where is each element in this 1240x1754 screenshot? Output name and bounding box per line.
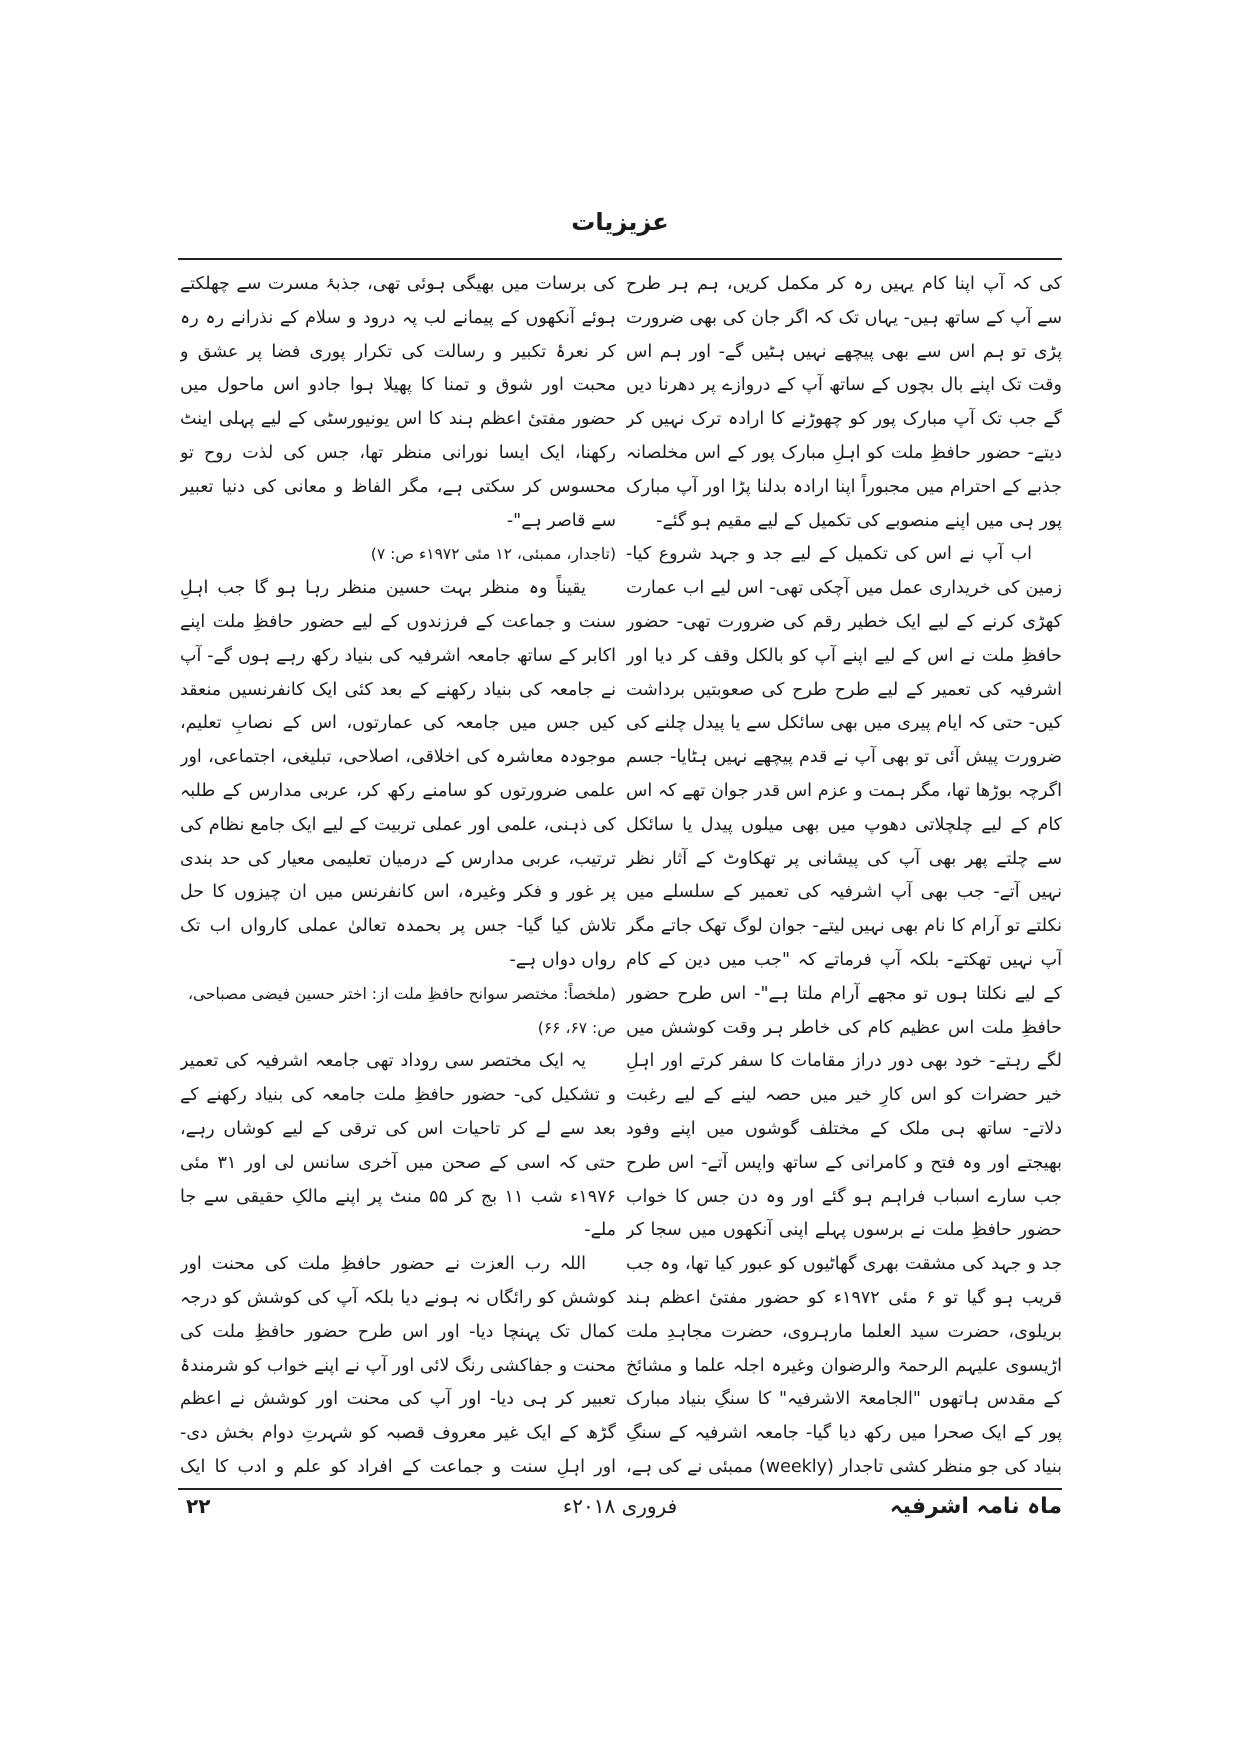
citation: (تاجدار، ممبئی، ۱۲ مئی ۱۹۷۲ء ص: ۷) [370, 545, 616, 564]
page-number: ۲۲ [186, 1494, 211, 1518]
body-paragraph: یہ ایک مختصر سی روداد تھی جامعہ اشرفیہ کی تعمیر و تشکیل کی- حضور حافظِ ملت جامعہ کی بنیاد رکھنے کے بعد سے لے کر تاحیات اس کی ترقی کے لیے کوشاں رہے، حتی کہ اسی کے صحن میں آخری سانس لی اور ۳۱ مئی ۱۹۷۶ء شب ۱۱ بج کر ۵۵ منٹ پر اپنے مالکِ حقیقی سے جا ملے- [180, 1051, 616, 1241]
section-title: عزیزیات [571, 208, 669, 236]
body-paragraph: اب آپ نے اس کی تکمیل کے لیے جد و جہد شروع کیا- زمین کی خریداری عمل میں آچکی تھی- اس لیے اب عمارت کھڑی کرنے کے لیے ایک خطیر رقم کی ضرورت تھی- حضور حافظِ ملت نے اس کے لیے اپنے آپ کو بالکل وقف کر دیا اور اشرفیہ کی تعمیر کے لیے طرح طرح کی صعوبتیں برداشت کیں- حتی کہ ایام پیری میں بھی سائکل سے یا پیدل چلنے کی ضرورت پیش آئی تو بھی آپ نے قدم پیچھے نہیں ہٹایا- جسم اگرچہ بوڑھا تھا، مگر ہمت و عزم اس قدر جوان تھے کہ اس کام کے لیے چلچلاتی دھوپ میں بھی میلوں پیدل یا سائکل سے چلتے پھر بھی آپ کی پیشانی پر تھکاوٹ کے آثار نظر نہیں آتے- جب بھی آپ اشرفیہ کی تعمیر کے سلسلے میں نکلتے تو آرام کا نام بھی نہیں لیتے- جوان لوگ تھک جاتے مگر آپ نہیں تھکتے- بلکہ آپ فرماتے کہ "جب میں دین کے کام کے لیے نکلتا ہوں تو مجھے آرام ملتا ہے"- اس طرح حضور حافظِ ملت اس عظیم کام کی خاطر ہر وقت کوشش میں لگے رہتے- خود بھی دور دراز مقامات کا سفر کرتے اور اہلِ خیر حضرات کو اس کارِ خیر میں حصہ لینے کے لیے رغبت دلاتے- ساتھ ہی ملک کے مختلف گوشوں میں اپنے وفود بھیجتے اور وہ فتح و کامرانی کے ساتھ واپس آتے- اس طرح جب سارے اسباب فراہم ہو گئے اور وہ دن جس کا خواب حضور حافظِ ملت نے برسوں پہلے اپنی آنکھوں میں سجا کر جد و جہد کی مشقت بھری گھاٹیوں کو عبور کیا تھا، وہ جب قریب ہو گیا تو ۶ مئی ۱۹۷۲ء کو حضور مفتیٔ اعظم ہند بریلوی، حضرت سید العلما مارہروی، حضرت مجاہدِ ملت اڑیسوی علیہم الرحمۃ والرضوان وغیرہ اجلہ علما و مشائخ کے مقدس ہاتھوں "الجامعۃ الاشرفیہ" کا سنگِ بنیاد مبارک پور کے ایک صحرا میں رکھ دیا گیا- جامعہ اشرفیہ کے سنگِ بنیاد کی جو منظر کشی تاجدار (weekly) ممبئی نے کی ہے، [626, 544, 1062, 1477]
left-column [180, 268, 616, 1478]
body-paragraph: کی کہ آپ اپنا کام یہیں رہ کر مکمل کریں، ہم ہر طرح سے آپ کے ساتھ ہیں- یہاں تک کہ اگر جان کی بھی ضرورت پڑی تو ہم اس سے بھی پیچھے نہیں ہٹیں گے- اور ہم اس وقت تک اپنے بال بچوں کے ساتھ آپ کے دروازے پر دھرنا دیں گے جب تک آپ مبارک پور کو چھوڑنے کا ارادہ ترک نہیں کر دیتے- حضور حافظِ ملت کو اہلِ مبارک پور کے اس مخلصانہ جذبے کے احترام میں مجبوراً اپنا ارادہ بدلنا پڑا اور آپ مبارک پور ہی میں اپنے منصوبے کی تکمیل کے لیے مقیم ہو گئے- [626, 274, 1062, 531]
magazine-name: ماہ نامہ اشرفیہ [889, 1494, 1062, 1519]
citation: (ملخصاً: مختصر سوانح حافظِ ملت از: اختر حسین فیضی مصباحی، ص: ۶۷، ۶۶) [187, 984, 616, 1037]
body-paragraph: یقیناً وہ منظر بہت حسین منظر رہا ہو گا جب اہلِ سنت و جماعت کے فرزندوں کے لیے حضور حافظِ ملت اپنے اکابر کے ساتھ جامعہ اشرفیہ کی بنیاد رکھ رہے ہوں گے- آپ نے جامعہ کی بنیاد رکھنے کے بعد کئی ایک کانفرنسیں منعقد کیں جس میں جامعہ کی عمارتوں، اس کے نصابِ تعلیم، موجودہ معاشرہ کی اخلاقی، اصلاحی، تبلیغی، اجتماعی، اور علمی ضرورتوں کو سامنے رکھ کر، عربی مدارس کے طلبہ کی ذہنی، علمی اور عملی تربیت کے لیے ایک جامع نظام کی ترتیب، عربی مدارس کے درمیان تعلیمی معیار کی حد بندی پر غور و فکر وغیرہ، اس کانفرنس میں ان چیزوں کا حل تلاش کیا گیا- جس پر بحمدہ تعالیٰ عملی کارواں اب تک رواں دواں ہے- [180, 578, 616, 970]
footer-divider [178, 1488, 1062, 1490]
right-column [626, 268, 1062, 1478]
issue-date: فروری ۲۰۱۸ء [562, 1494, 678, 1518]
body-paragraph: کی برسات میں بھیگی ہوئی تھی، جذبۂ مسرت سے چھلکتے ہوئے آنکھوں کے پیمانے لب پہ درود و سلام کے نذرانے رہ رہ کر نعرۂ تکبیر و رسالت کی تکرار پوری فضا پر عشق و محبت اور شوق و تمنا کا پھیلا ہوا جادو اس ماحول میں حضور مفتیٔ اعظم ہند کا اس یونیورسٹی کے لیے پہلی اینٹ رکھنا، ایک ایسا نورانی منظر تھا، جس کی لذت روح تو محسوس کر سکتی ہے، مگر الفاظ و معانی کی دنیا تعبیر سے قاصر ہے"- [180, 274, 616, 531]
header-divider [178, 258, 1062, 260]
body-paragraph: اللہ رب العزت نے حضور حافظِ ملت کی محنت اور کوشش کو رائگاں نہ ہونے دیا بلکہ آپ کی کوشش کو درجہ کمال تک پہنچا دیا- اور اس طرح حضور حافظِ ملت کی محنت و جفاکشی رنگ لائی اور آپ نے اپنے خواب کو شرمندۂ تعبیر کر ہی دیا- اور آپ کی محنت اور کوشش نے اعظم گڑھ کے ایک غیر معروف قصبہ کو شہرتِ دوام بخش دی- اور اہلِ سنت و جماعت کے افراد کو علم و ادب کا ایک [180, 1254, 616, 1477]
